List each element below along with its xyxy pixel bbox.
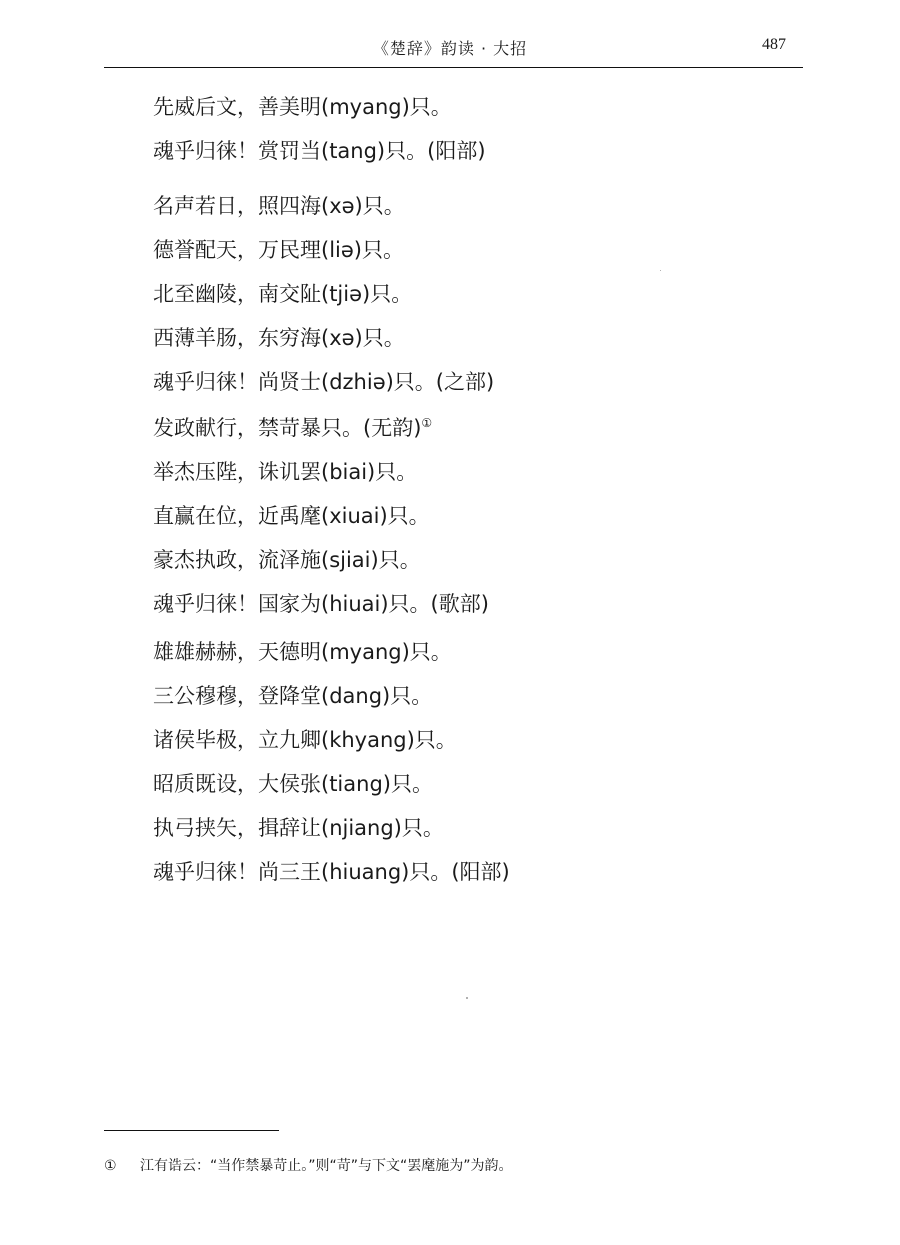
verse-line: 先威后文，善美明(myang)只。 [153, 95, 452, 119]
print-speck [466, 997, 468, 999]
footnote-rule [104, 1130, 279, 1131]
verse-line-text: 发政献行，禁苛暴只。(无韵) [153, 416, 422, 440]
stanza-3 [153, 406, 773, 626]
stanza-1 [153, 85, 773, 173]
verse-line: 魂乎归徕！尚三王(hiuang)只。(阳部) [153, 860, 510, 884]
verse-line: 西薄羊肠，东穷海(xə)只。 [153, 326, 405, 350]
verse-line: 雄雄赫赫，天德明(myang)只。 [153, 640, 452, 664]
verse-line: 魂乎归徕！国家为(hiuai)只。(歌部) [153, 592, 489, 616]
stanza-4 [153, 630, 773, 894]
running-header-title: 《楚辞》韵读 · 大招 [372, 39, 528, 58]
verse-line: 名声若日，照四海(xə)只。 [153, 194, 405, 218]
verse-line: 举杰压陛，诛讥罢(biai)只。 [153, 460, 418, 484]
verse-line: 诸侯毕极，立九卿(khyang)只。 [153, 728, 457, 752]
verse-line: 昭质既设，大侯张(tiang)只。 [153, 772, 433, 796]
verse-line: 魂乎归徕！尚贤士(dzhiə)只。(之部) [153, 370, 495, 394]
page-number: 487 [762, 36, 786, 53]
verse-line: 直赢在位，近禹麾(xiuai)只。 [153, 504, 430, 528]
verse-line: 执弓挟矢，揖辞让(njiang)只。 [153, 816, 444, 840]
verse-line [153, 406, 773, 450]
footnote-reference[interactable]: ① [421, 416, 433, 430]
verse-line: 德誉配天，万民理(liə)只。 [153, 238, 404, 262]
footnote [104, 1155, 513, 1175]
verse-line: 三公穆穆，登降堂(dang)只。 [153, 684, 433, 708]
verse-line: 魂乎归徕！赏罚当(tang)只。(阳部) [153, 139, 486, 163]
footnote-text: 江有诰云：“当作禁暴苛止。”则“苛”与下文“罢麾施为”为韵。 [140, 1158, 513, 1174]
print-speck [660, 270, 661, 271]
header-rule [104, 67, 803, 68]
verse-line: 豪杰执政，流泽施(sjiai)只。 [153, 548, 421, 572]
verse-line: 北至幽陵，南交阯(tjiə)只。 [153, 282, 413, 306]
footnote-number: ① [104, 1158, 117, 1174]
stanza-2 [153, 184, 773, 404]
